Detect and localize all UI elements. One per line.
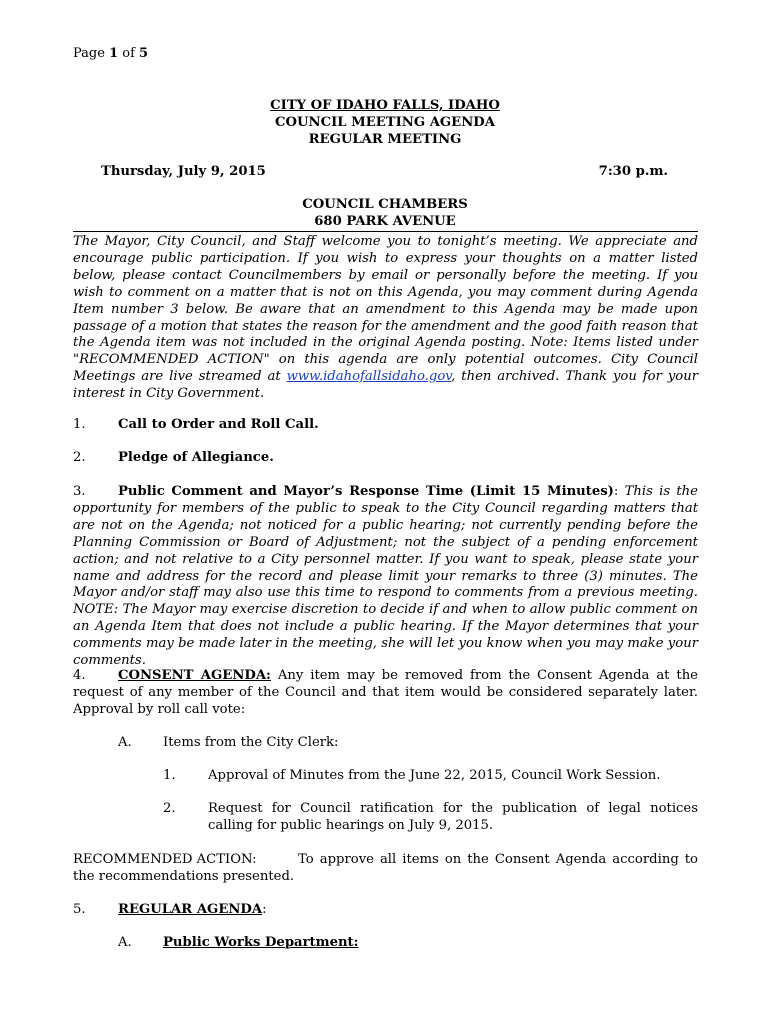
subitem-letter: A. [118, 935, 132, 950]
agenda-item-3 [73, 484, 698, 670]
meeting-time: 7:30 p.m. [598, 164, 668, 179]
subitem-number: 2. [163, 801, 176, 816]
venue-block [0, 196, 770, 230]
item-number: 3. [73, 484, 86, 499]
intro-text-end: , then archived. Thank you for your interest in City Government. [73, 369, 699, 402]
consent-subitem-1 [163, 768, 698, 785]
item-title: CONSENT AGENDA: [118, 668, 271, 683]
item-number: 5. [73, 902, 86, 917]
item-number: 1. [73, 417, 86, 432]
item-number: 2. [73, 450, 86, 465]
venue-address: 680 PARK AVENUE [314, 214, 456, 229]
subitem-title: Public Works Department: [163, 935, 359, 950]
item-title: REGULAR AGENDA [118, 902, 263, 917]
subitem-text: Request for Council ratification for the publication of legal notices calling for public hearings on July 9, 2015. [208, 801, 698, 833]
consent-subitem-2 [163, 801, 698, 835]
agenda-item-2 [73, 450, 698, 467]
agenda-item-5 [73, 902, 698, 919]
date-time-line [101, 164, 668, 179]
subitem-letter: A. [118, 735, 132, 750]
page-of: of [122, 46, 135, 61]
regular-subitem-a [118, 935, 359, 952]
page-number [73, 46, 148, 61]
item-title: Call to Order and Roll Call. [118, 417, 319, 432]
recommended-action [73, 852, 698, 886]
subitem-number: 1. [163, 768, 176, 783]
page-total: 5 [139, 46, 149, 61]
page-current: 1 [109, 46, 119, 61]
consent-subitem-a [118, 735, 339, 752]
meeting-type: REGULAR MEETING [308, 132, 462, 147]
item-body: This is the opportunity for members of the public to speak to the City Council regarding matters that are not on the Agenda; not noticed for a public hearing; not currently pending before the Planning Commission or Board of Adjustment; not the subject of a pending enforcement action; and not relative to a City personnel matter. If you want to speak, please state your name and address for the record and please limit your remarks to three (3) minutes. The Mayor and/or staff may also use this time to respond to comments from a previous meeting. NOTE: The Mayor may exercise discretion to decide if and when to allow public comment on an Agenda Item that does not include a public hearing. If the Mayor determines that your comments may be made later in the meeting, she will let you know when you may make your comments. [73, 484, 698, 669]
recommended-action-label: RECOMMENDED ACTION: [73, 852, 257, 867]
page-label: Page [73, 46, 105, 61]
agenda-item-4 [73, 668, 698, 719]
item-number: 4. [73, 668, 86, 683]
intro-text: The Mayor, City Council, and Staff welcome you to tonight’s meeting. We appreciate and encourage public participation. If you wish to express your thoughts on a matter listed below, please contact Councilmembers by email or personally before the meeting. If you wish to comment on a matter that is not on this Agenda, you may comment during Agenda Item number 3 below. Be aware that an amendment to this Agenda may be made upon passage of a motion that states the reason for the amendment and the good faith reason that the Agenda item was not included in the original Agenda posting. Note: Items listed under "RECOMMENDED ACTION" on this agenda are only potential outcomes. City Council Meetings are live streamed at [73, 234, 698, 385]
city-website-link[interactable]: www.idahofallsidaho.gov [286, 369, 452, 385]
intro-paragraph [73, 234, 698, 403]
venue-name: COUNCIL CHAMBERS [302, 197, 468, 212]
item-colon: : [613, 484, 619, 499]
agenda-item-1 [73, 417, 698, 434]
agenda-header [0, 97, 770, 148]
item-title: Public Comment and Mayor’s Response Time (Limit 15 Minutes) [118, 484, 614, 499]
subitem-text: Approval of Minutes from the June 22, 2015, Council Work Session. [208, 768, 661, 783]
subitem-title: Items from the City Clerk: [163, 735, 339, 750]
agenda-title: COUNCIL MEETING AGENDA [275, 115, 495, 130]
item-title: Pledge of Allegiance. [118, 450, 274, 465]
meeting-date: Thursday, July 9, 2015 [101, 164, 266, 179]
item-body: Any item may be removed from the Consent Agenda at the request of any member of the Council and that item would be considered separately later. Approval by roll call vote: [73, 668, 698, 717]
item-colon: : [262, 902, 267, 917]
city-name: CITY OF IDAHO FALLS, IDAHO [270, 98, 500, 113]
header-divider [73, 231, 698, 232]
recommended-action-text: To approve all items on the Consent Agenda according to the recommendations presented. [73, 852, 698, 884]
